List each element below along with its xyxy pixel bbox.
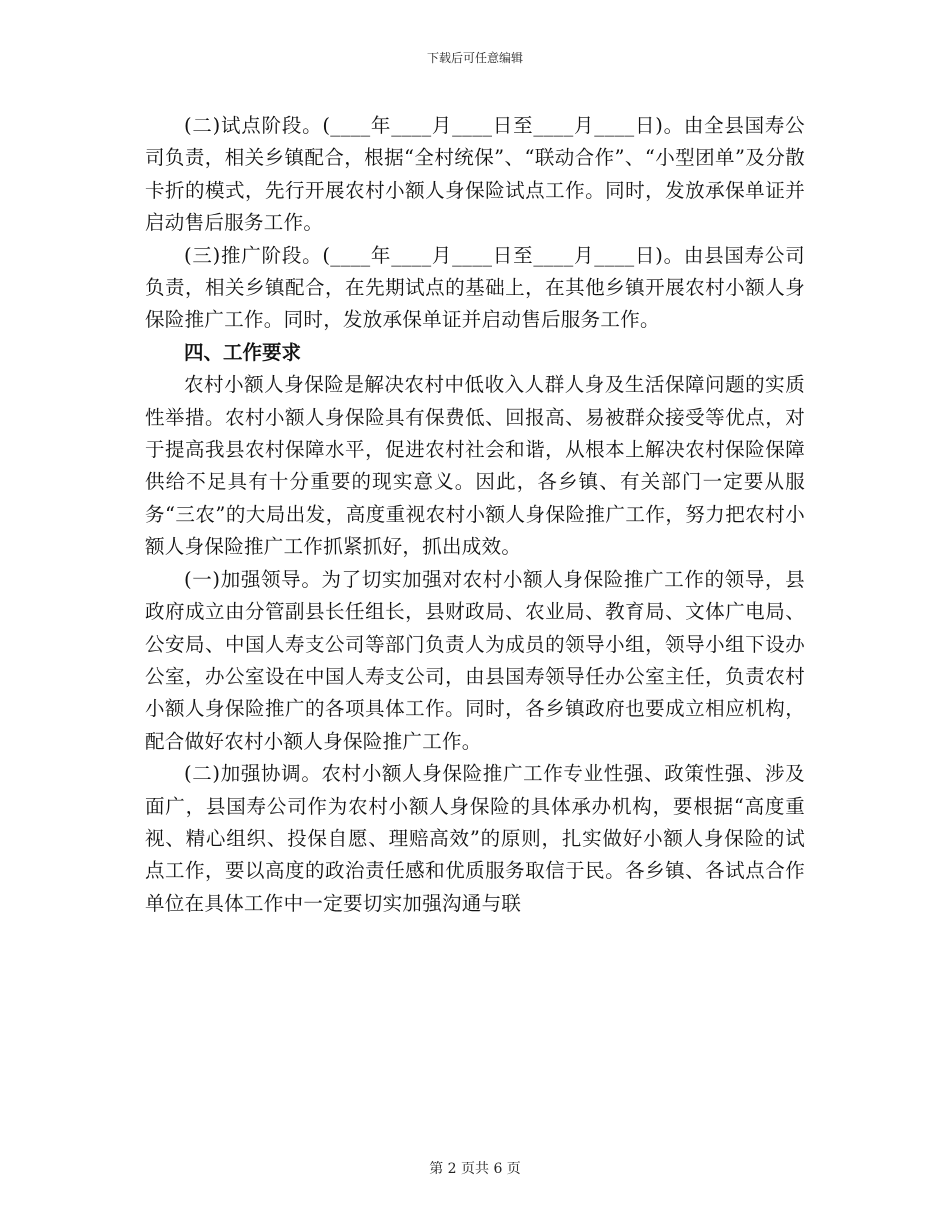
page-footer: 第 2 页共 6 页 [429, 1161, 521, 1177]
paragraph-significance: 农村小额人身保险是解决农村中低收入人群人身及生活保障问题的实质性举措。农村小额人身保险具有保费低、回报高、易被群众接受等优点，对于提高我县农村保障水平，促进农村社会和谐，从根本上解决农村保险保障供给不足具有十分重要的现实意义。因此，各乡镇、有关部门一定要从服务“三农”的大局出发，高度重视农村小额人身保险推广工作，努力把农村小额人身保险推广工作抓紧抓好，抓出成效。 [145, 373, 805, 559]
paragraph-leadership: (一)加强领导。为了切实加强对农村小额人身保险推广工作的领导，县政府成立由分管副县长任组长，县财政局、农业局、教育局、文体广电局、公安局、中国人寿支公司等部门负责人为成员的领导小组，领导小组下设办公室，办公室设在中国人寿支公司，由县国寿领导任办公室主任，负责农村小额人身保险推广的各项具体工作。同时，各乡镇政府也要成立相应机构，配合做好农村小额人身保险推广工作。 [145, 567, 805, 753]
paragraph-pilot-stage: (二)试点阶段。(____年____月____日至____月____日)。由全县国寿公司负责，相关乡镇配合，根据“全村统保”、“联动合作”、“小型团单”及分散卡折的模式，先行开展农村小额人身保险试点工作。同时，发放承保单证并启动售后服务工作。 [145, 114, 805, 235]
document-body [145, 110, 805, 920]
paragraph-promotion-stage: (三)推广阶段。(____年____月____日至____月____日)。由县国寿公司负责，相关乡镇配合，在先期试点的基础上，在其他乡镇开展农村小额人身保险推广工作。同时，发放承保单证并启动售后服务工作。 [145, 243, 805, 332]
paragraph-coordination: (二)加强协调。农村小额人身保险推广工作专业性强、政策性强、涉及面广，县国寿公司作为农村小额人身保险的具体承办机构，要根据“高度重视、精心组织、投保自愿、理赔高效”的原则，扎实做好小额人身保险的试点工作，要以高度的政治责任感和优质服务取信于民。各乡镇、各试点合作单位在具体工作中一定要切实加强沟通与联 [145, 762, 805, 915]
section-heading-work-requirements: 四、工作要求 [184, 340, 302, 364]
page-header: 下载后可任意编辑 [426, 51, 523, 65]
